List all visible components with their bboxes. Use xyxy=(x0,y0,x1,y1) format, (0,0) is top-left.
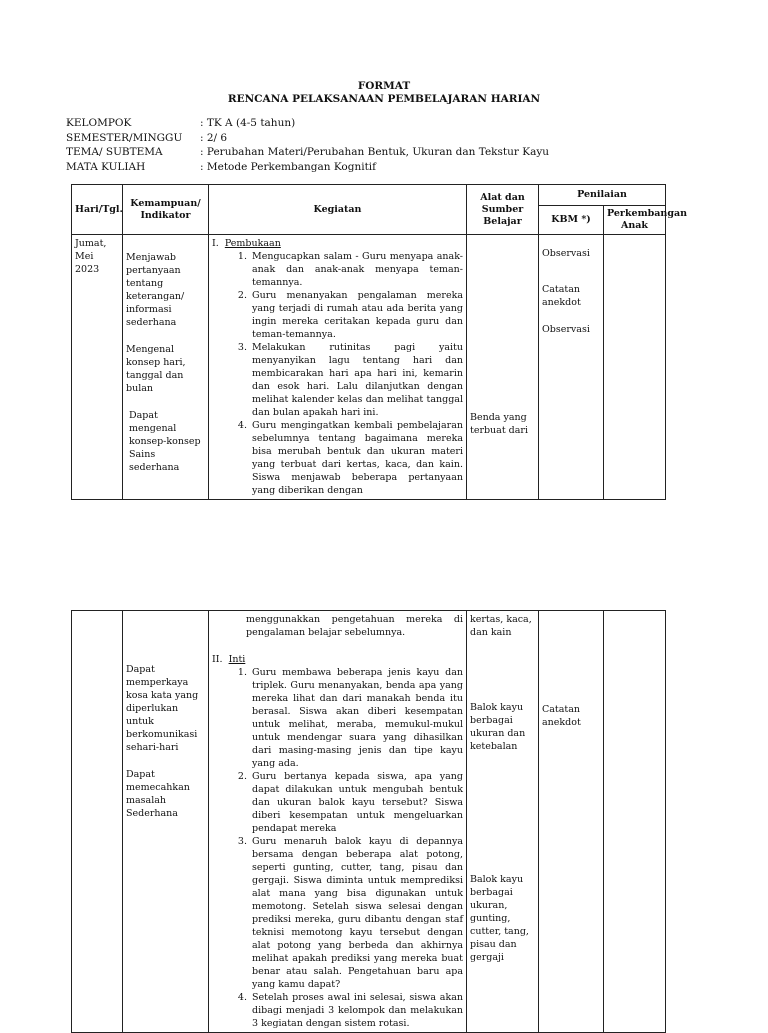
ability-item: Mengenal konsep hari, tanggal dan bulan xyxy=(126,344,186,394)
meta-value: : Metode Perkembangan Kognitif xyxy=(200,160,377,173)
development-cell xyxy=(604,235,666,500)
meta-row xyxy=(66,116,549,131)
header-kemampuan: Kemampuan/ Indikator xyxy=(123,185,209,235)
section-number: I. xyxy=(212,238,219,249)
meta-row xyxy=(66,160,549,175)
kbm-cell xyxy=(539,611,604,1033)
kbm-cell xyxy=(539,235,604,500)
activity-item: 4. Setelah proses awal ini selesai, siswa akan dibagi menjadi 3 kelompok dan melakukan 3 kegiatan dengan sistem rotasi. xyxy=(250,991,463,1030)
assessment-item: Catatan anekdot xyxy=(542,284,581,308)
assessment-item: Observasi xyxy=(542,324,590,335)
day-text: Jumat, Mei 2023 xyxy=(75,238,107,275)
ability-item: Menjawab pertanyaan tentang keterangan/ informasi sederhana xyxy=(126,252,185,328)
activity-item: 1. Guru membawa beberapa jenis kayu dan triplek. Guru menanyakan, benda apa yang mereka lihat dan dari manakah benda itu berasal. Siswa akan diberi kesempatan untuk melihat, meraba, memukul-mukul untuk mendengar suara yang dihasilkan dari masing-masing jenis dan tipe kayu yang ada. xyxy=(250,666,463,770)
assessment-item: Catatan anekdot xyxy=(542,704,581,728)
resources-cell xyxy=(467,611,539,1033)
assessment-item: Observasi xyxy=(542,248,590,259)
activity-list xyxy=(212,250,463,497)
activities-cell xyxy=(209,611,467,1033)
meta-key: KELOMPOK xyxy=(66,117,132,129)
meta-row xyxy=(66,131,549,146)
activity-item: 2. Guru bertanya kepada siswa, apa yang dapat dilakukan untuk mengubah bentuk dan ukuran balok kayu tersebut? Siswa diberi kesempatan untuk mengeluarkan pendapat mereka xyxy=(250,770,463,835)
doc-title: FORMAT xyxy=(357,80,411,92)
meta-row xyxy=(66,145,549,160)
section-title: Pembukaan xyxy=(224,238,281,249)
meta-key: SEMESTER/MINGGU xyxy=(66,131,183,144)
meta-block xyxy=(66,116,549,174)
header-hari: Hari/Tgl. xyxy=(72,185,123,235)
resource-item: Benda yang terbuat dari xyxy=(470,412,529,436)
activity-item: 3. Melakukan rutinitas pagi yaitu menyanyikan lagu tentang hari dan membicarakan hari apa hari ini, kemarin dan esok hari. Lalu dilanjutkan dengan melihat kalender kelas dan melihat tanggal dan bulan apakah hari ini. xyxy=(250,341,463,419)
development-cell xyxy=(604,611,666,1033)
doc-subtitle: RENCANA PELAKSANAAN PEMBELAJARAN HARIAN xyxy=(227,93,541,105)
meta-value: : Perubahan Materi/Perubahan Bentuk, Ukuran dan Tekstur Kayu xyxy=(200,146,550,158)
continued-text: menggunakkan pengetahuan mereka di pengalaman belajar sebelumnya. xyxy=(246,614,463,638)
activity-item: 3. Guru menaruh balok kayu di depannya bersama dengan beberapa alat potong, seperti gunting, cutter, tang, pisau dan gergaji. Siswa diminta untuk memprediksi alat mana yang bisa digunakan untuk memotong. Setelah siswa selesai dengan prediksi mereka, guru dibantu dengan staf teknisi memotong kayu tersebut dengan alat potong yang berbeda dan akhirnya melihat apakah prediksi yang mereka buat benar atau salah. Pengetahuan baru apa yang kamu dapat? xyxy=(250,835,463,991)
resource-item: Balok kayu berbagai ukuran, gunting, cutter, tang, pisau dan gergaji xyxy=(470,874,529,963)
activities-cell xyxy=(209,235,467,500)
day-cell xyxy=(72,235,123,500)
ability-item: Dapat memperkaya kosa kata yang diperlukan untuk berkomunikasi sehari-hari xyxy=(126,664,199,753)
meta-key: TEMA/ SUBTEMA xyxy=(66,146,163,158)
header-kegiatan: Kegiatan xyxy=(209,185,467,235)
abilities-cell xyxy=(123,235,209,500)
header-alat: Alat dan Sumber Belajar xyxy=(467,185,539,235)
activity-list xyxy=(212,666,463,1030)
resource-item: kertas, kaca, dan kain xyxy=(470,614,532,638)
activity-item: 1. Mengucapkan salam - Guru menyapa anak-anak dan anak-anak menyapa teman-temannya. xyxy=(250,250,463,289)
meta-key: MATA KULIAH xyxy=(66,160,146,173)
ability-item: Dapat mengenal konsep-konsep Sains sederhana xyxy=(129,410,201,473)
header-kbm: KBM *) xyxy=(539,206,604,235)
section-title: Inti xyxy=(228,654,246,665)
day-cell xyxy=(72,611,123,1033)
resources-cell xyxy=(467,235,539,500)
meta-value: : 2/ 6 xyxy=(200,131,228,144)
activity-item: 4. Guru mengingatkan kembali pembelajaran sebelumnya tentang bagaimana mereka bisa merubah bentuk dan ukuran materi yang terbuat dari kertas, kaca, dan kain. Siswa menjawab beberapa pertanyaan yang diberikan dengan xyxy=(250,419,463,497)
lesson-plan-table-page2 xyxy=(71,610,666,1033)
section-heading xyxy=(212,237,463,250)
section-number: II. xyxy=(212,654,223,665)
header-perkembangan: Perkembangan Anak xyxy=(604,206,666,235)
header-penilaian: Penilaian xyxy=(539,185,666,206)
activity-item: 2. Guru menanyakan pengalaman mereka yang terjadi di rumah atau ada berita yang ingin mereka ceritakan kepada guru dan teman-temannya. xyxy=(250,289,463,341)
meta-value: : TK A (4-5 tahun) xyxy=(200,117,296,129)
section-heading xyxy=(212,653,463,666)
lesson-plan-table-page1 xyxy=(71,184,688,500)
resource-item: Balok kayu berbagai ukuran dan ketebalan xyxy=(470,702,526,752)
ability-item: Dapat memecahkan masalah Sederhana xyxy=(126,769,190,819)
abilities-cell xyxy=(123,611,209,1033)
